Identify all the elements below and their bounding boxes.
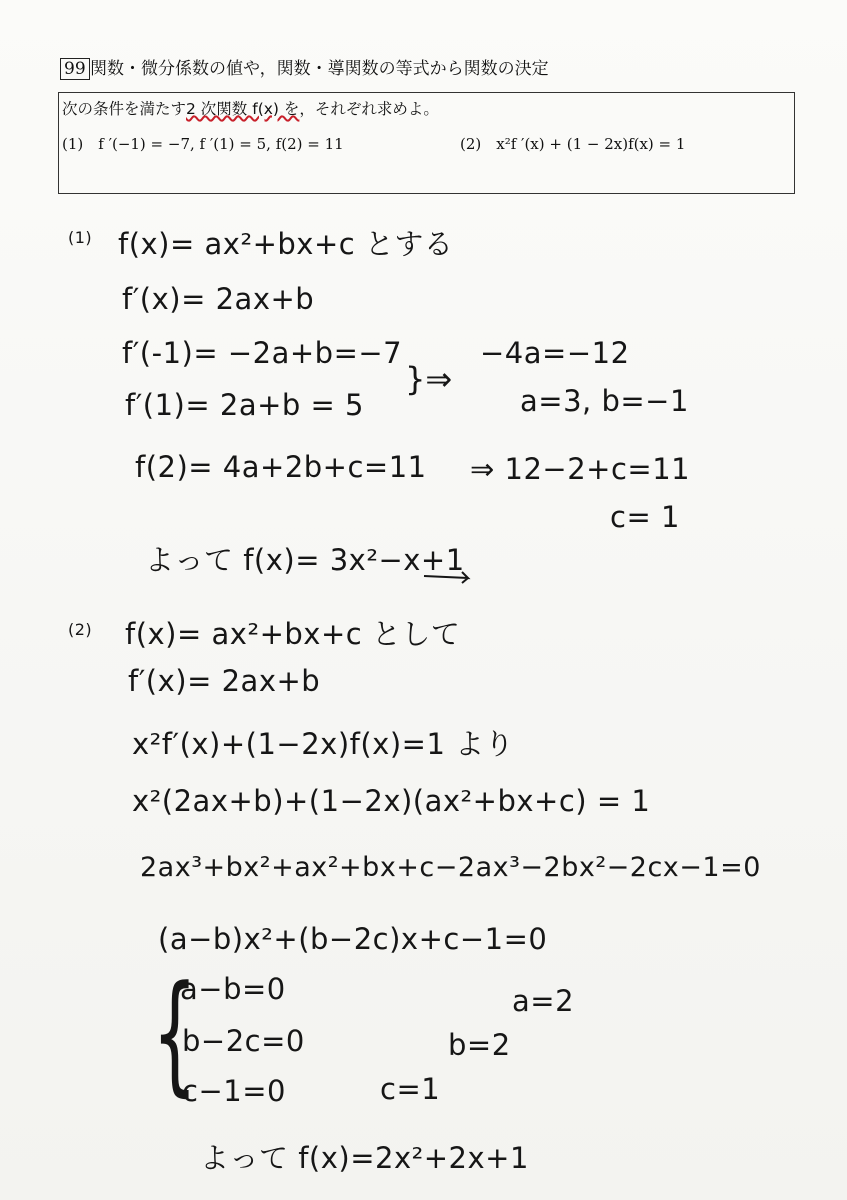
solution-1-brace-arrow: }⇒ [405, 360, 453, 398]
problem-instruction [62, 97, 439, 119]
value-a: a=2 [512, 984, 575, 1018]
system-equation-3: c−1=0 [182, 1074, 286, 1108]
system-equation-1: a−b=0 [180, 972, 286, 1006]
solution-1-result-3: ⇒ 12−2+c=11 [470, 452, 691, 486]
system-equation-2: b−2c=0 [182, 1024, 305, 1058]
solution-2-line-2: f′(x)= 2ax+b [128, 664, 321, 698]
solution-2-line-1: f(x)= ax²+bx+c として [125, 617, 461, 651]
solution-1-answer: よって f(x)= 3x²−x+1 [145, 543, 465, 577]
value-c: c=1 [380, 1072, 441, 1106]
solution-2-label: (2) [68, 620, 93, 639]
solution-2-line-5: 2ax³+bx²+ax²+bx+c−2ax³−2bx²−2cx−1=0 [140, 852, 761, 883]
instruction-suffix: ，それぞれ求めよ。 [299, 100, 439, 118]
solution-1-label: (1) [68, 228, 93, 247]
solution-1-result-1: −4a=−12 [480, 336, 630, 370]
solution-1-line-4: f′(1)= 2a+b = 5 [125, 388, 365, 422]
condition-1: (1) f ′(−1) = −7, f ′(1) = 5, f(2) = 11 [62, 135, 344, 153]
solution-1-line-5: f(2)= 4a+2b+c=11 [135, 450, 427, 484]
value-b: b=2 [448, 1028, 511, 1062]
answer-underline-arrow-icon [420, 566, 480, 586]
solution-1-result-2: a=3, b=−1 [520, 384, 689, 418]
instruction-underlined: 2 次関数 f(x) を [186, 100, 300, 118]
solution-2-line-6: (a−b)x²+(b−2c)x+c−1=0 [158, 922, 548, 956]
solution-2-line-4: x²(2ax+b)+(1−2x)(ax²+bx+c) = 1 [132, 784, 651, 818]
solution-1-result-4: c= 1 [610, 500, 680, 534]
instruction-prefix: 次の条件を満たす [62, 100, 187, 118]
problem-title: 関数・微分係数の値や，関数・導関数の等式から関数の決定 [90, 59, 549, 79]
problem-number: 99 [60, 58, 90, 80]
condition-2: (2) x²f ′(x) + (1 − 2x)f(x) = 1 [460, 135, 686, 153]
solution-2-line-3: x²f′(x)+(1−2x)f(x)=1 より [132, 727, 515, 761]
solution-1-line-2: f′(x)= 2ax+b [122, 282, 315, 316]
solution-2-answer: よって f(x)=2x²+2x+1 [200, 1141, 529, 1175]
system-brace-icon: { [152, 957, 198, 1109]
solution-1-line-1: f(x)= ax²+bx+c とする [118, 227, 454, 261]
solution-1-line-3: f′(-1)= −2a+b=−7 [122, 336, 403, 370]
